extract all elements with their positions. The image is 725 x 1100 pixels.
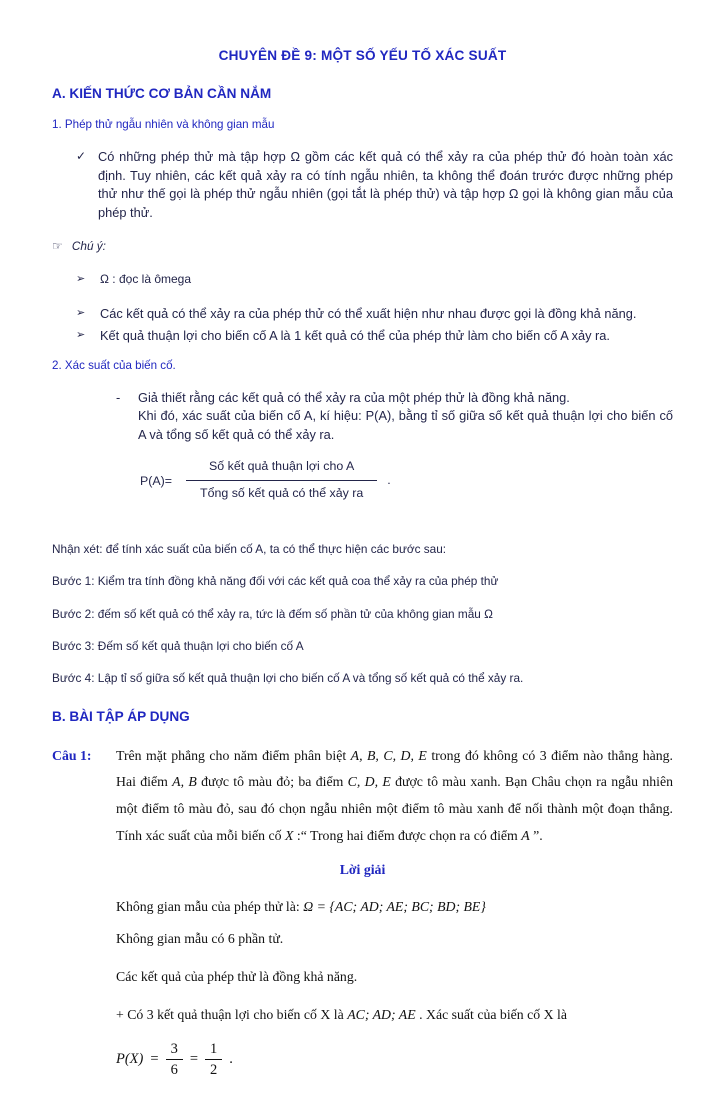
hand-pointer-icon: ☞	[52, 239, 63, 254]
arrow-item-text: Các kết quả có thể xảy ra của phép thử có thể xuất hiện như nhau được gọi là đồng khả năng.	[100, 305, 637, 321]
arrow-item-omega	[76, 271, 673, 288]
solution-line-equal-likely: Các kết quả của phép thử là đồng khả năng.	[116, 969, 358, 985]
q1-seg: ”.	[529, 828, 543, 844]
step-1: Bước 1: Kiểm tra tính đồng khả năng đối với các kết quả coa thể xảy ra của phép thử	[52, 574, 499, 589]
fraction-numerator: 3	[166, 1040, 183, 1060]
dash-line-1: Giả thiết rằng các kết quả có thể xảy ra của một phép thử là đồng khả năng.	[138, 389, 570, 405]
question-1-label: Câu 1:	[52, 747, 92, 763]
step-3: Bước 3: Đếm số kết quả thuận lợi cho biến cố A	[52, 638, 304, 653]
equals-sign: =	[150, 1051, 159, 1068]
sol-line4-text-a: + Có 3 kết quả thuận lợi cho biến cố X là	[116, 1007, 348, 1023]
sol-line1-text: Không gian mẫu của phép thử là:	[116, 899, 304, 915]
dash-list-item	[116, 389, 673, 445]
q1-seg: được tô màu xanh. Bạn Châu chọn ra ngẫu nhiên một điểm tô màu đỏ, sau đó chọn ngẫu nhiên một điểm tô màu xanh để nối thành một đoạn thẳng. Tính xác suất của mỗi biến cố	[116, 774, 673, 844]
section-a-sub1-heading: 1. Phép thử ngẫu nhiên và không gian mẫu	[52, 118, 275, 132]
arrow-bullet-icon: ➢	[76, 273, 86, 286]
arrow-item-text: Kết quả thuận lợi cho biến cố A là 1 kết quả có thể của phép thử làm cho biến cố A xảy ra.	[100, 328, 610, 344]
solution-line-favorable	[116, 1004, 673, 1026]
section-a-sub2-heading: 2. Xác suất của biến cố.	[52, 358, 176, 372]
q1-math-point-a: A	[521, 828, 530, 844]
fraction-denominator: 2	[210, 1062, 218, 1079]
sol-line4-math: AC; AD; AE	[347, 1007, 416, 1023]
check-icon: ✓	[76, 149, 87, 164]
result-formula	[116, 1040, 673, 1079]
q1-seg: trong đó không có 3 điểm nào thẳng hàng. Hai điểm	[116, 747, 673, 790]
dash-item-text	[138, 389, 673, 445]
arrow-item-text: Ω : đọc là ômega	[100, 272, 192, 287]
result-lhs: P(X)	[116, 1051, 144, 1068]
dash-bullet-icon: -	[116, 389, 121, 405]
remark-text: Nhận xét: để tính xác suất của biến cố A, ta có thể thực hiện các bước sau:	[52, 542, 447, 557]
question-1	[52, 743, 673, 851]
q1-math-blue-points: C, D, E	[347, 774, 391, 790]
formula-numerator: Số kết quả thuận lợi cho A	[186, 456, 377, 481]
q1-seg: Trên mặt phẳng cho năm điểm phân biệt	[116, 747, 351, 763]
solution-line-count: Không gian mẫu có 6 phần tử.	[116, 931, 284, 947]
step-4: Bước 4: Lập tỉ số giữa số kết quả thuận lợi cho biến cố A và tổng số kết quả có thể xảy ra.	[52, 670, 524, 685]
arrow-bullet-icon: ➢	[76, 306, 86, 319]
equals-sign: =	[189, 1051, 198, 1068]
solution-heading: Lời giải	[339, 862, 386, 878]
sol-line1-math: Ω = {AC; AD; AE; BC; BD; BE}	[303, 899, 486, 915]
section-a-heading: A. KIẾN THỨC CƠ BẢN CẦN NẮM	[52, 85, 272, 101]
arrow-bullet-icon: ➢	[76, 329, 86, 342]
q1-math-red-points: A, B	[172, 774, 197, 790]
formula-period: .	[387, 472, 391, 487]
dash-line-2: Khi đó, xác suất của biến cố A, kí hiệu: P(A), bằng tỉ số giữa số kết quả thuận lợi cho biến cố A và tổng số kết quả có thể xảy ra.	[138, 408, 673, 442]
page-title: CHUYÊN ĐỀ 9: MỘT SỐ YẾU TỐ XÁC SUẤT	[218, 48, 507, 63]
formula-fraction	[186, 456, 377, 505]
q1-math-event-x: X	[284, 828, 294, 844]
fraction-numerator: 1	[205, 1040, 222, 1060]
q1-seg: được tô màu đỏ; ba điểm	[196, 774, 348, 790]
sol-line4-text-b: . Xác suất của biến cố X là	[415, 1007, 567, 1023]
section-b-heading: B. BÀI TẬP ÁP DỤNG	[52, 708, 190, 724]
fraction-1-2	[205, 1040, 222, 1079]
check-bullet-text: Có những phép thử mà tập hợp Ω gồm các kết quả có thể xảy ra của phép thử đó hoàn toàn xác định. Tuy nhiên, các kết quả xảy ra có tính ngẫu nhiên, ta không thể đoán trước được những phép thử như thế gọi là phép thử ngẫu nhiên (gọi tắt là phép thử) và tập hợp Ω gọi là không gian mẫu của phép thử.	[98, 149, 673, 220]
formula-period: .	[229, 1051, 233, 1068]
question-1-text	[116, 743, 673, 851]
solution-line-sample-space	[116, 896, 673, 918]
arrow-item-favorable	[76, 327, 673, 346]
note-label: Chú ý:	[71, 239, 106, 254]
probability-definition-formula	[140, 456, 673, 505]
formula-denominator: Tổng số kết quả có thể xảy ra	[200, 486, 364, 501]
fraction-3-6	[166, 1040, 183, 1079]
fraction-denominator: 6	[170, 1062, 178, 1079]
q1-math-points: A, B, C, D, E	[350, 747, 427, 763]
step-2: Bước 2: đếm số kết quả có thể xảy ra, tức là đếm số phần tử của không gian mẫu Ω	[52, 606, 493, 621]
formula-lhs: P(A)=	[140, 474, 173, 489]
q1-seg: :“ Trong hai điểm được chọn ra có điểm	[293, 828, 522, 844]
check-bullet-item	[76, 148, 673, 222]
note-row	[52, 238, 673, 255]
arrow-item-equal-likely	[76, 305, 673, 324]
